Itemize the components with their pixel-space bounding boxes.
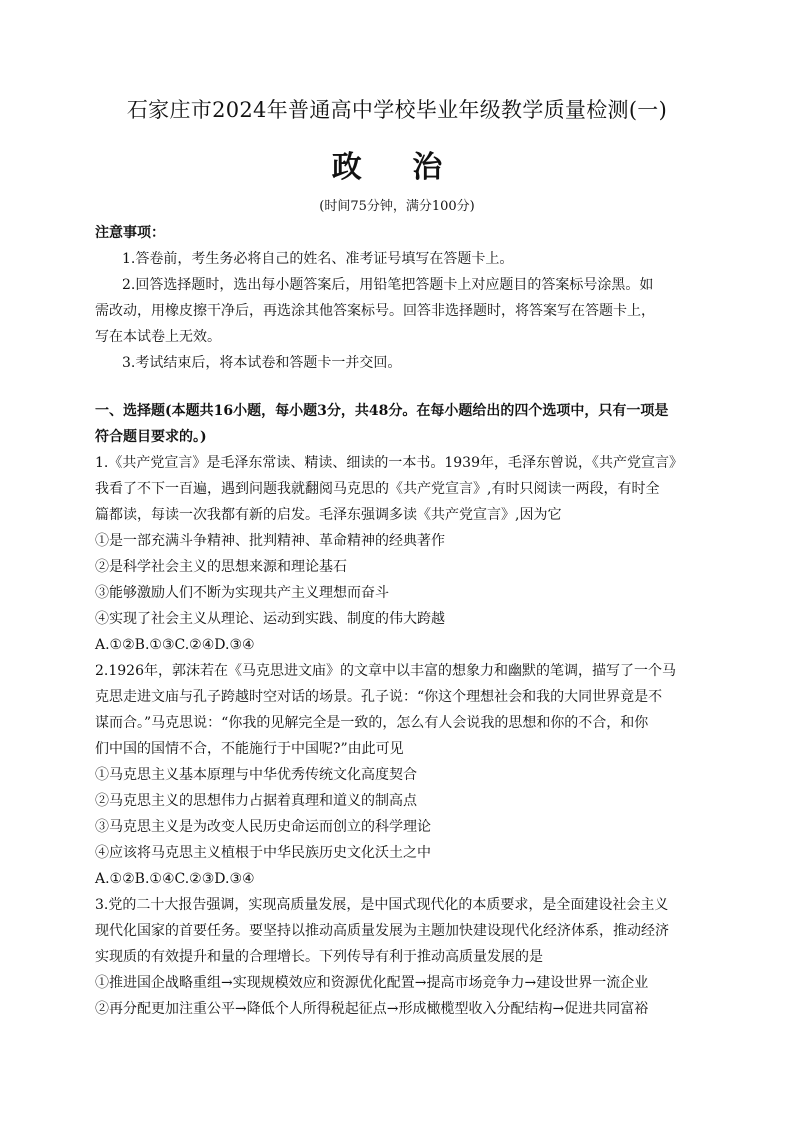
time-note: (时间75分钟，满分100分) <box>319 199 475 214</box>
notice-item: 1.答卷前，考生务必将自己的姓名、准考证号填写在答题卡上。 <box>122 251 514 267</box>
question-statement: ②是科学社会主义的思想来源和理论基石 <box>95 559 347 575</box>
notice-item: 2.回答选择题时，选出每小题答案后，用铅笔把答题卡上对应题目的答案标号涂黑。如 <box>122 277 654 293</box>
question-stem-line: 们中国的国情不合，不能施行于中国呢?”由此可见 <box>95 741 404 757</box>
question-stem-line: 谋而合。”马克思说：“你我的见解完全是一致的，怎么有人会说我的思想和你的不合，和你 <box>95 715 649 731</box>
notice-item: 写在本试卷上无效。 <box>95 329 221 345</box>
question-statement: ③马克思主义是为改变人民历史命运而创立的科学理论 <box>95 819 431 835</box>
section-one-heading <box>95 398 710 450</box>
notice-item: 需改动，用橡皮擦干净后，再选涂其他答案标号。回答非选择题时，将答案写在答题卡上， <box>95 303 655 319</box>
question-statement: ②再分配更加注重公平→降低个人所得税起征点→形成橄榄型收入分配结构→促进共同富裕 <box>95 1001 649 1017</box>
question-stem-line: 1.《共产党宣言》是毛泽东常读、精读、细读的一本书。1939年，毛泽东曾说，《共产党宣言》 <box>95 455 683 471</box>
notice-block <box>95 220 710 376</box>
question-statement: ①马克思主义基本原理与中华优秀传统文化高度契合 <box>95 767 417 783</box>
section-heading-line: 一、选择题(本题共16小题，每小题3分，共48分。在每小题给出的四个选项中，只有一项是 <box>95 403 669 419</box>
notice-heading: 注意事项： <box>95 225 165 241</box>
question-statement: ①是一部充满斗争精神、批判精神、革命精神的经典著作 <box>95 533 445 549</box>
question-stem-line: 实现质的有效提升和量的合理增长。下列传导有利于推动高质量发展的是 <box>95 949 543 965</box>
question-statement: ①推进国企战略重组→实现规模效应和资源优化配置→提高市场竞争力→建设世界一流企业 <box>95 975 649 991</box>
notice-item: 3.考试结束后，将本试卷和答题卡一并交回。 <box>122 355 402 371</box>
questions-list <box>95 450 710 1022</box>
question-statement: ③能够激励人们不断为实现共产主义理想而奋斗 <box>95 585 389 601</box>
question-statement: ②马克思主义的思想伟力占据着真理和道义的制高点 <box>95 793 417 809</box>
exam-title: 石家庄市2024年普通高中学校毕业年级教学质量检测(一) <box>126 98 668 122</box>
question-stem-line: 3.党的二十大报告强调，实现高质量发展，是中国式现代化的本质要求，是全面建设社会主义 <box>95 897 669 913</box>
question-options: A.①②B.①③C.②④D.③④ <box>95 637 255 653</box>
question-stem-line: 现代化国家的首要任务。要坚持以推动高质量发展为主题加快建设现代化经济体系，推动经济 <box>95 923 669 939</box>
question-statement: ④应该将马克思主义植根于中华民族历史文化沃土之中 <box>95 845 431 861</box>
question-stem-line: 2.1926年，郭沫若在《马克思进文庙》的文章中以丰富的想象力和幽默的笔调，描写了一个马 <box>95 663 676 679</box>
question-stem-line: 篇都读，每读一次我都有新的启发。毛泽东强调多读《共产党宣言》,因为它 <box>95 507 562 523</box>
question-stem-line: 我看了不下一百遍，遇到问题我就翻阅马克思的《共产党宣言》,有时只阅读一两段，有时全 <box>95 481 660 497</box>
question-options: A.①②B.①④C.②③D.③④ <box>95 871 255 887</box>
question-stem-line: 克思走进文庙与孔子跨越时空对话的场景。孔子说：“你这个理想社会和我的大同世界竟是不 <box>95 689 663 705</box>
section-heading-line: 符合题目要求的。) <box>95 429 207 445</box>
subject-title: 政 治 <box>331 150 463 185</box>
question-statement: ④实现了社会主义从理论、运动到实践、制度的伟大跨越 <box>95 611 445 627</box>
